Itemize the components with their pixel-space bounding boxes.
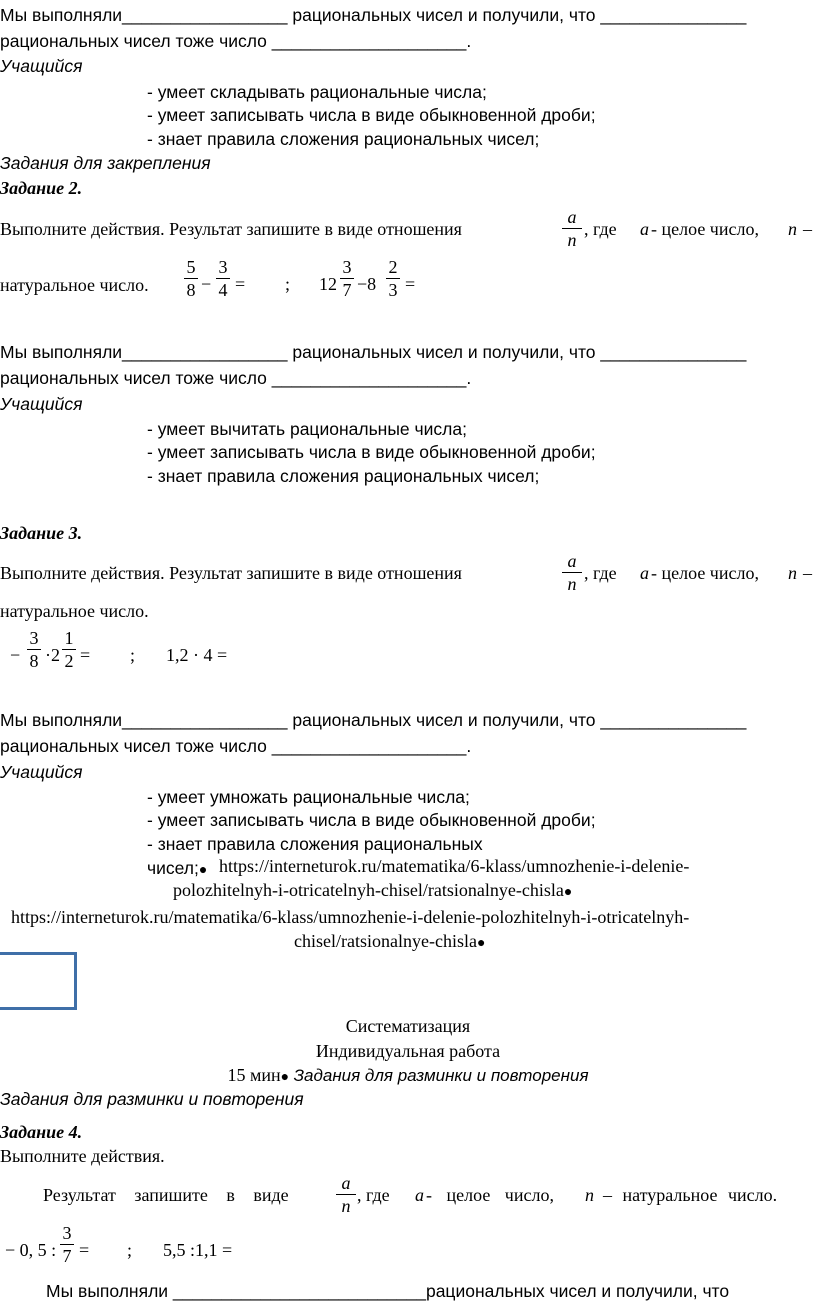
operator: = [405,274,416,294]
section-heading: Индивидуальная работа [315,1041,501,1061]
fraction-a-over-n: $\frac{a}{n}$ [336,1172,356,1217]
result-line: Мы выполняли_________________ рациональных чисел и получили, что _______________ [0,710,747,730]
var-n: n [585,1185,594,1205]
whole-part: −8 [357,274,377,294]
fraction: $\frac{3}{7}$ [60,1222,74,1267]
fraction: $\frac{3}{8}$ [27,627,41,672]
separator: ; [130,645,136,665]
skill-item: - знает правила сложения рациональных чисел; [147,129,540,149]
instruction-text: Выполните действия. Результат запишите в виде отношения [0,563,462,583]
task-title: Задание 3. [0,523,83,543]
var-a: a [640,563,649,583]
operator: ·2 [45,645,60,665]
instruction-text: натуральное число. [0,601,149,621]
result-line: рациональных чисел тоже число ____________________. [0,31,472,51]
bullet-icon: ● [476,936,486,951]
expression: 5,5 :1,1 = [163,1240,233,1260]
section-heading: Задания для закрепления [0,153,211,173]
instruction-text: Результат запишите в виде [43,1185,289,1205]
task-title: Задание 4. [0,1122,83,1142]
skill-item: - умеет записывать числа в виде обыкновенной дроби; [147,105,596,125]
instruction-text: , где [584,563,617,583]
link-text[interactable]: polozhitelnyh-i-otricatelnyh-chisel/ratsionalnye-chisla● [173,880,573,900]
bullet-icon: ● [563,885,573,900]
fraction: $\frac{1}{2}$ [62,627,76,672]
skill-item: - умеет вычитать рациональные числа; [147,419,467,439]
operator: = [80,645,91,665]
bullet-icon: ● [280,1070,290,1085]
operator: = [79,1240,90,1260]
fraction: $\frac{2}{3}$ [386,256,400,301]
fraction: $\frac{5}{8}$ [184,256,198,301]
var-a: a [415,1185,424,1205]
skill-item: - умеет записывать числа в виде обыкновенной дроби; [147,442,596,462]
var-n: n [788,563,797,583]
instruction-text: , где [357,1185,390,1205]
fraction-a-over-n: $\frac{a}{n}$ [562,550,582,595]
student-heading: Учащийся [0,762,83,782]
separator: ; [285,274,291,294]
instruction-text: - целое число, [651,219,759,239]
skill-item: - умеет складывать рациональные числа; [147,82,487,102]
instruction-text: натуральное число. [0,275,149,295]
operator: − [10,645,21,665]
operator: − [201,274,212,294]
expression: 1,2 · 4 = [166,645,228,665]
section-heading: Задания для разминки и повторения [0,1089,304,1109]
whole-part: 12 [319,274,337,294]
fraction: $\frac{3}{4}$ [216,256,230,301]
result-line: рациональных чисел тоже число ____________________. [0,368,472,388]
instruction-text: – [803,219,812,239]
fraction-a-over-n: $\frac{a}{n}$ [562,206,582,251]
instruction-text: , где [584,219,617,239]
var-n: n [788,219,797,239]
link-text[interactable]: chisel/ratsionalnye-chisla● [294,931,486,951]
student-heading: Учащийся [0,56,83,76]
result-line: Мы выполняли __________________________рациональных чисел и получили, что [46,1281,730,1301]
link-text[interactable]: https://interneturok.ru/matematika/6-klass/umnozhenie-i-delenie- [219,856,690,876]
instruction-text: - целое число, [426,1185,554,1205]
section-heading: 15 мин● Задания для разминки и повторения [227,1065,589,1085]
link-text[interactable]: https://interneturok.ru/matematika/6-klass/umnozhenie-i-delenie-polozhitelnyh-i-otricatelnyh- [11,907,690,927]
skill-item: - знает правила сложения рациональных [147,834,483,854]
student-heading: Учащийся [0,394,83,414]
skill-item: чисел;● [147,858,208,878]
bullet-icon: ● [198,861,208,877]
result-line: Мы выполняли_________________ рациональных чисел и получили, что _______________ [0,342,747,362]
result-line: рациональных чисел тоже число ____________________. [0,736,472,756]
operator: = [235,274,246,294]
expression: − 0, 5 : [5,1240,57,1260]
separator: ; [127,1240,133,1260]
result-line: Мы выполняли_________________ рациональных чисел и получили, что _______________ [0,5,747,25]
instruction-text: – [803,563,812,583]
instruction-text: Выполните действия. [0,1146,165,1166]
section-heading: Систематизация [345,1016,471,1036]
task-title: Задание 2. [0,178,83,198]
skill-item: - умеет записывать числа в виде обыкновенной дроби; [147,810,596,830]
instruction-text: - целое число, [651,563,759,583]
instruction-text: – натуральное число. [603,1185,778,1205]
skill-item: - умеет умножать рациональные числа; [147,787,470,807]
frame-box [0,952,77,1010]
skill-item: - знает правила сложения рациональных чисел; [147,466,540,486]
var-a: a [640,219,649,239]
fraction: $\frac{3}{7}$ [340,256,354,301]
instruction-text: Выполните действия. Результат запишите в виде отношения [0,219,462,239]
